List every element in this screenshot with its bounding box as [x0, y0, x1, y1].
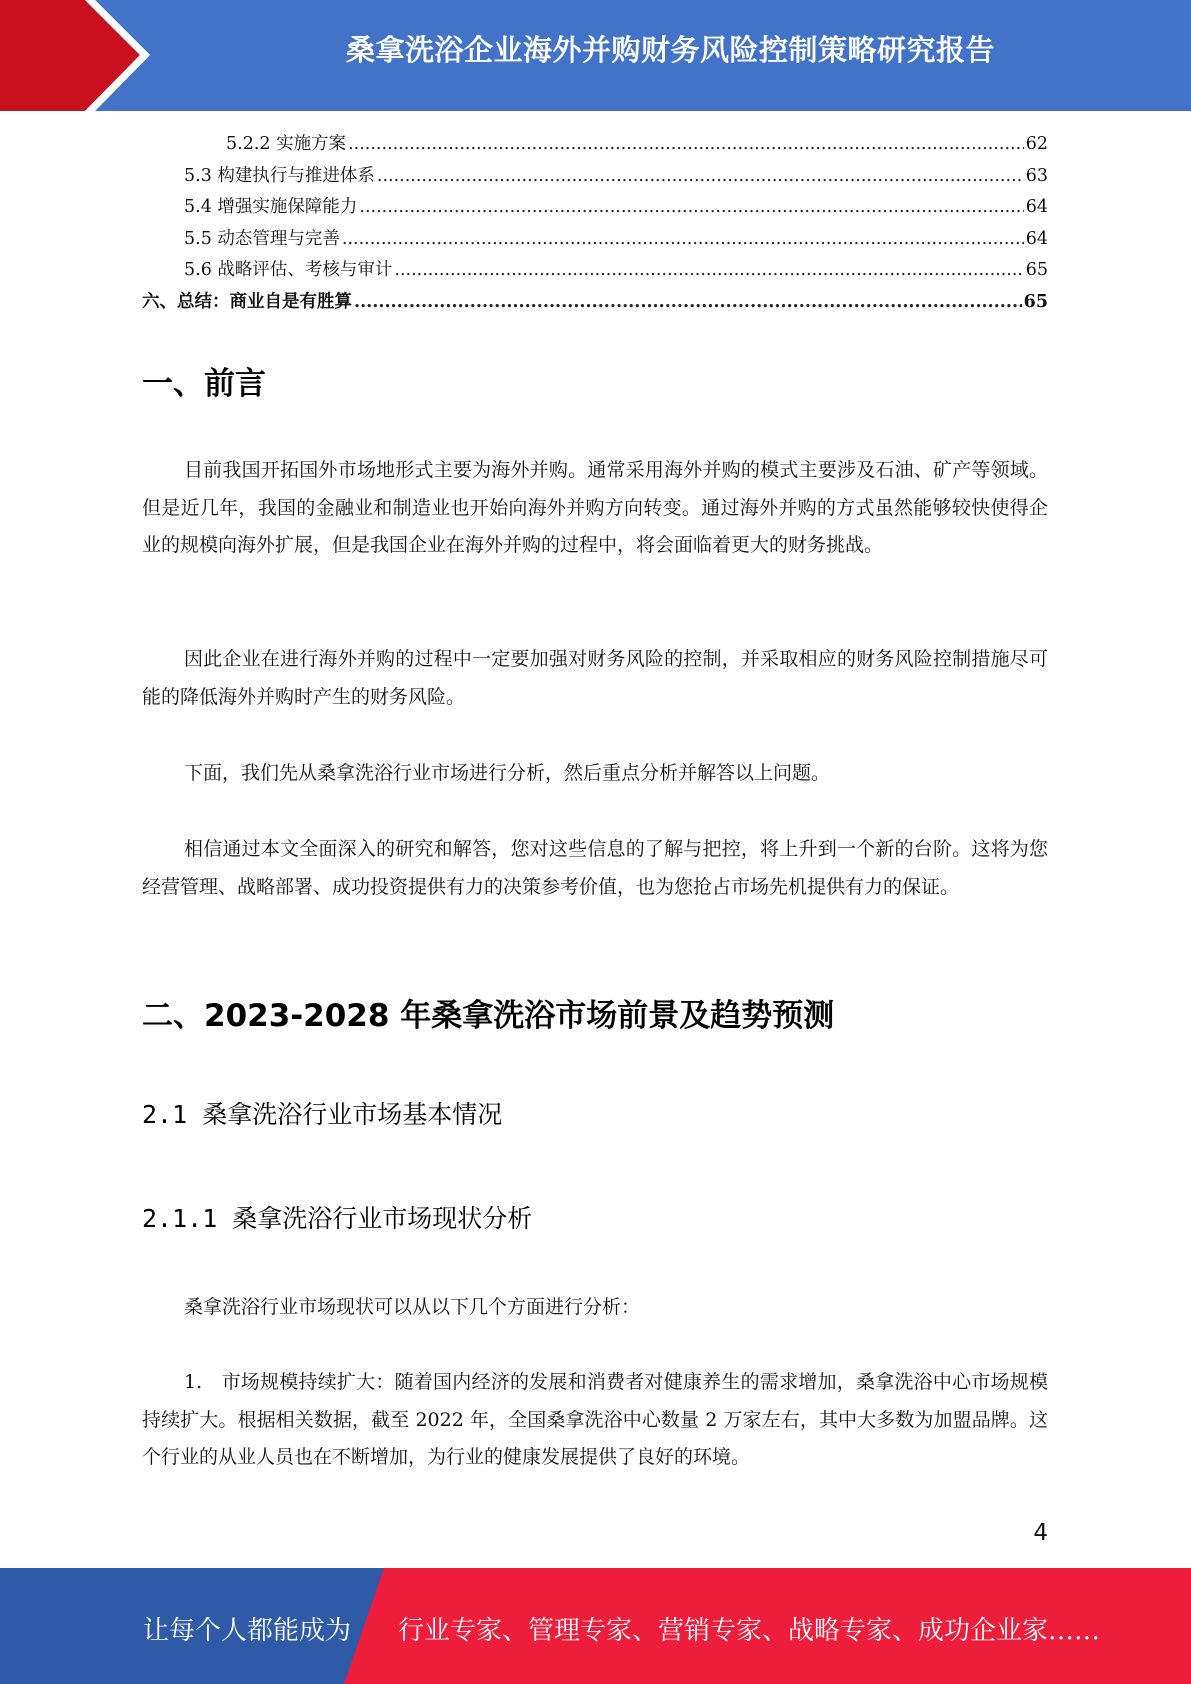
section-heading-forecast: 二、2023-2028 年桑拿洗浴市场前景及趋势预测: [142, 998, 835, 1034]
intro-paragraph: 下面，我们先从桑拿洗浴行业市场进行分析，然后重点分析并解答以上问题。: [184, 762, 831, 784]
toc-entry-page: 65: [1023, 291, 1048, 312]
toc-entry[interactable]: [142, 225, 1048, 257]
toc-entry-label: 六、总结：商业自是有胜算: [142, 291, 352, 312]
page-header: [0, 0, 1191, 111]
body-paragraph: 桑拿洗浴行业市场现状可以从以下几个方面进行分析：: [184, 1296, 641, 1318]
intro-paragraph: 相信通过本文全面深入的研究和解答，您对这些信息的了解与把控，将上升到一个新的台阶。这将为您经营管理、战略部署、成功投资提供有力的决策参考价值，也为您抢占市场先机提供有力的保证。: [142, 838, 1048, 898]
footer-slogan-left: 让每个人都能成为: [143, 1616, 352, 1646]
toc-entry-label: 5.4 增强实施保障能力: [184, 197, 358, 217]
toc-entry-label: 5.6 战略评估、考核与审计: [184, 260, 393, 280]
intro-paragraph: 因此企业在进行海外并购的过程中一定要加强对财务风险的控制，并采取相应的财务风险控制措施尽可能的降低海外并购时产生的财务风险。: [142, 648, 1048, 708]
toc-leader-dots: [359, 197, 1023, 217]
subsection-heading: 2.1.1 桑拿洗浴行业市场现状分析: [142, 1204, 533, 1233]
toc-leader-dots: [342, 229, 1024, 249]
toc-entry[interactable]: [142, 130, 1048, 162]
toc-entry-page: 64: [1025, 197, 1048, 217]
toc-leader-dots: [348, 134, 1024, 154]
toc-entry-page: 65: [1025, 260, 1048, 280]
page-footer: [0, 1568, 1191, 1684]
report-title: 桑拿洗浴企业海外并购财务风险控制策略研究报告: [345, 33, 995, 67]
toc-leader-dots: [377, 166, 1024, 186]
toc-entry-label: 5.5 动态管理与完善: [184, 228, 340, 249]
toc-entry-chapter[interactable]: [142, 288, 1048, 320]
toc-entry[interactable]: [142, 162, 1048, 194]
page-number: 4: [1033, 1520, 1048, 1546]
toc-entry-label: 5.3 构建执行与推进体系: [184, 165, 375, 186]
footer-slogan-right: 行业专家、管理专家、营销专家、战略专家、成功企业家……: [398, 1616, 1101, 1646]
table-of-contents: [142, 130, 1048, 319]
toc-entry-label: 5.2.2 实施方案: [226, 134, 347, 154]
toc-entry[interactable]: [142, 193, 1048, 225]
toc-entry-page: 62: [1025, 134, 1048, 154]
toc-entry[interactable]: [142, 256, 1048, 288]
section-heading-intro: 一、前言: [142, 366, 266, 402]
toc-entry-page: 63: [1025, 165, 1048, 186]
intro-paragraph: 目前我国开拓国外市场地形式主要为海外并购。通常采用海外并购的模式主要涉及石油、矿产等领域。但是近几年，我国的金融业和制造业也开始向海外并购方向转变。通过海外并购的方式虽然能够较快使得企业的规模向海外扩展，但是我国企业在海外并购的过程中，将会面临着更大的财务挑战。: [142, 459, 1048, 556]
toc-leader-dots: [394, 260, 1023, 280]
toc-entry-page: 64: [1025, 228, 1048, 249]
subsection-heading: 2.1 桑拿洗浴行业市场基本情况: [142, 1100, 503, 1129]
toc-leader-dots: [354, 292, 1022, 312]
list-item: 1. 市场规模持续扩大：随着国内经济的发展和消费者对健康养生的需求增加，桑拿洗浴中心市场规模持续扩大。根据相关数据，截至 2022 年，全国桑拿洗浴中心数量 2 万家左右，其中大多数为加盟品牌。这个行业的从业人员也在不断增加，为行业的健康发展提供了良好的环境。: [142, 1371, 1048, 1468]
